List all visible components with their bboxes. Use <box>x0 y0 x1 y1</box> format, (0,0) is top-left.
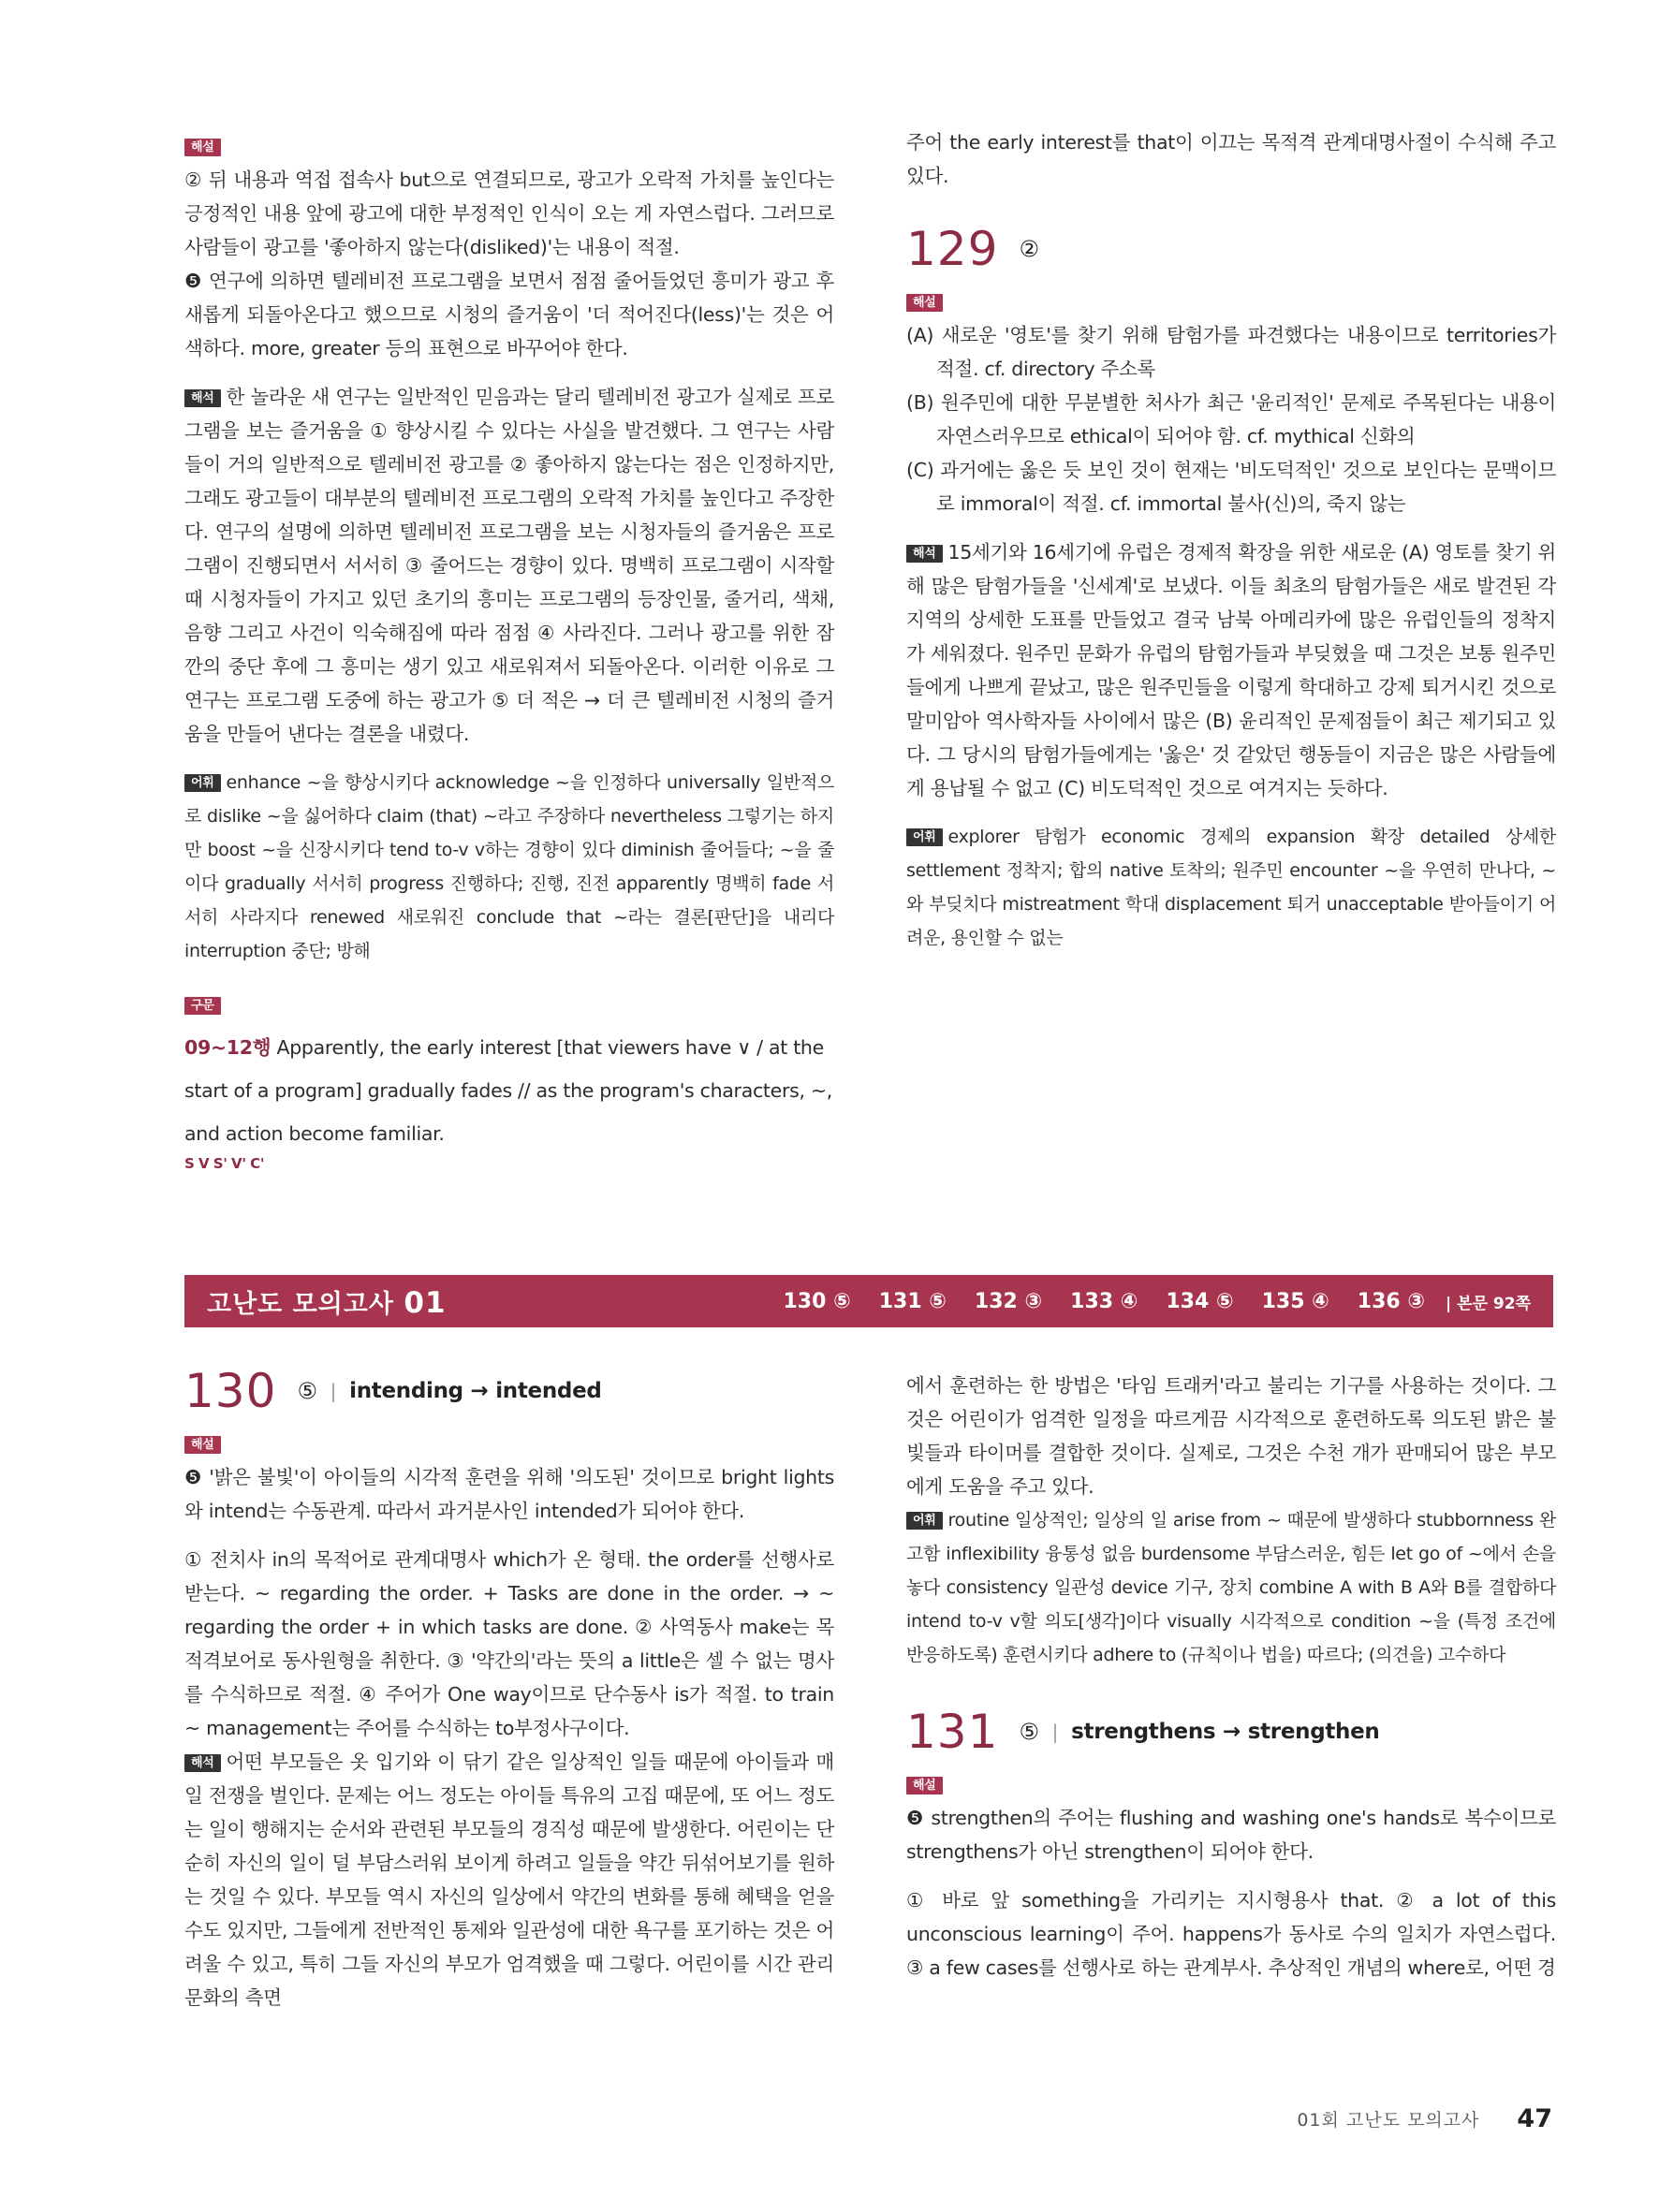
footer-title: 01회 고난도 모의고사 <box>1297 2110 1480 2131</box>
question-answer: ② <box>1019 236 1039 262</box>
haeseol-block <box>906 285 1556 520</box>
extra-explanation: ① 바로 앞 something을 가리키는 지시형용사 that. ② a lot of this unconscious learning이 주어. happens가 동사로 수의 일치가 자연스럽다. ③ a few cases를 선행사로 하는 관계부사. 추상적인 개념의 where로, 어떤 경 <box>906 1889 1556 1979</box>
divider: | <box>1051 1721 1059 1743</box>
gumun-line: start of a program] gradually fades // as the program's characters, ~, <box>184 1079 833 1102</box>
haeseok-block <box>184 380 834 751</box>
left-top-column <box>184 129 834 1172</box>
question-answer: ⑤ <box>1019 1719 1039 1745</box>
band-title: 고난도 모의고사 01 <box>207 1285 447 1320</box>
left-bottom-column <box>184 1363 834 2014</box>
gumun-line: Apparently, the early interest [that viewers have ∨ / at the <box>276 1036 824 1059</box>
gumun-mark: C' <box>250 1155 265 1172</box>
gumun-line-ref: 09~12행 <box>184 1036 272 1059</box>
haeseol-item: (B) 원주민에 대한 무분별한 처사가 최근 '윤리적인' 문제로 주목된다는 내용이 자연스러우므로 ethical이 되어야 함. cf. mythical 신화의 <box>906 391 1556 447</box>
haeseok-text: 15세기와 16세기에 유럽은 경제적 확장을 위한 새로운 (A) 영토를 찾기 위해 많은 탐험가들을 '신세계'로 보냈다. 이들 최초의 탐험가들은 새로 발견된 각 지역의 상세한 도표를 만들었고 결국 남북 아메리카에 많은 유럽인들의 정착지가 세워졌다. 원주민 문화가 유럽의 탐험가들과 부딪혔을 때 그것은 보통 원주민들에게 나쁘게 끝났고, 많은 원주민들을 이렇게 학대하고 강제 퇴거시킨 것으로 말미암아 역사학자들 사이에서 많은 (B) 윤리적인 문제점들이 최근 제기되고 있다. 그 당시의 탐험가들에게는 '옳은' 것 같았던 행동들이 지금은 많은 사람들에게 용납될 수 없고 (C) 비도덕적인 것으로 여겨지는 듯하다. <box>906 541 1556 799</box>
answer-key <box>783 1290 1425 1313</box>
eohwi-label: 어휘 <box>906 1512 943 1530</box>
eohwi-text: explorer 탐험가 economic 경제의 expansion 확장 detailed 상세한 settlement 정착지; 합의 native 토착의; 원주민 encounter ~을 우연히 만나다, ~와 부딪치다 mistreatment 학대 displacement 퇴거 unacceptable 받아들이기 어려운, 용인할 수 없는 <box>906 827 1556 948</box>
gumun-line: and action become familiar. <box>184 1122 445 1145</box>
haeseol-text: ❺ '밝은 불빛'이 아이들의 시각적 훈련을 위해 '의도된' 것이므로 bright lights와 intend는 수동관계. 따라서 과거분사인 intended가 되어야 한다. <box>184 1466 834 1522</box>
gumun-mark: S <box>184 1155 195 1172</box>
eohwi-text: enhance ~을 향상시키다 acknowledge ~을 인정하다 universally 일반적으로 dislike ~을 싫어하다 claim (that) ~라고 주장하다 nevertheless 그렇기는 하지만 boost ~을 신장시키다 tend to-v v하는 경향이 있다 diminish 줄어들다; ~을 줄이다 gradually 서서히 progress 진행하다; 진행, 진전 apparently 명백히 fade 서서히 사라지다 renewed 새로워진 conclude that ~라는 결론[판단]을 내리다 interruption 중단; 방해 <box>184 772 834 961</box>
eohwi-block <box>906 1503 1556 1672</box>
haeseol-block <box>184 129 834 365</box>
eohwi-text: routine 일상적인; 일상의 일 arise from ~ 때문에 발생하다 stubbornness 완고함 inflexibility 융통성 없음 burdensome 부담스러운, 힘든 let go of ~에서 손을 놓다 consistency 일관성 device 기구, 장치 combine A with B A와 B를 결합하다 intend to-v v할 의도[생각]이다 visually 시각적으로 condition ~을 (특정 조건에 반응하도록) 훈련시키다 adhere to (규칙이나 법을) 따르다; (의견을) 고수하다 <box>906 1510 1556 1665</box>
haeseol-block <box>906 1767 1556 1868</box>
answer-item: 132 ③ <box>974 1289 1043 1313</box>
page-number: 47 <box>1517 2104 1552 2133</box>
haeseok-label: 해석 <box>906 545 943 563</box>
haeseok-text: 한 놀라운 새 연구는 일반적인 믿음과는 달리 텔레비전 광고가 실제로 프로그램을 보는 즐거움을 ① 향상시킬 수 있다는 사실을 발견했다. 그 연구는 사람들이 거의 일반적으로 텔레비전 광고를 ② 좋아하지 않는다는 점은 인정하지만, 그래도 광고들이 대부분의 텔레비전 프로그램의 오락적 가치를 높인다고 주장한다. 연구의 설명에 의하면 텔레비전 프로그램을 보는 시청자들의 즐거움은 프로그램이 진행되면서 서서히 ③ 줄어드는 경향이 있다. 명백히 프로그램이 시작할 때 시청자들이 가지고 있던 초기의 흥미는 프로그램의 등장인물, 줄거리, 색채, 음향 그리고 사건이 익숙해짐에 따라 점점 ④ 사라진다. 그러나 광고를 위한 잠깐의 중단 후에 그 흥미는 생기 있고 새로워져서 되돌아온다. 이러한 이유로 그 연구는 프로그램 도중에 하는 광고가 ⑤ 더 적은 → 더 큰 텔레비전 시청의 즐거움을 만들어 낸다는 결론을 내렸다. <box>184 386 834 745</box>
haeseol-label: 해설 <box>906 294 943 312</box>
answer-item: 131 ⑤ <box>878 1289 947 1313</box>
question-header-130 <box>184 1363 834 1419</box>
haeseol-text: ❺ strengthen의 주어는 flushing and washing one's hands로 복수이므로 strengthens가 아닌 strengthen이 되어야 한다. <box>906 1807 1556 1863</box>
answer-item: 133 ④ <box>1070 1289 1138 1313</box>
page-footer <box>1297 2104 1552 2133</box>
eohwi-label: 어휘 <box>184 774 221 792</box>
answer-item: 130 ⑤ <box>783 1289 851 1313</box>
haeseol-line: ❺ 연구에 의하면 텔레비전 프로그램을 보면서 점점 줄어들었던 흥미가 광고 후 새롭게 되돌아온다고 했으므로 시청의 즐거움이 '더 적어진다(less)'는 것은 어색하다. more, greater 등의 표현으로 바꾸어야 한다. <box>184 270 834 359</box>
haeseol-block <box>184 1427 834 1528</box>
haeseok-block <box>184 1745 834 2014</box>
haeseok-label: 해석 <box>184 389 221 407</box>
gumun-mark: V <box>198 1155 210 1172</box>
eohwi-label: 어휘 <box>906 828 943 846</box>
question-fix: intending → intended <box>349 1379 602 1403</box>
divider: | <box>330 1380 337 1402</box>
question-number: 131 <box>906 1705 999 1759</box>
haeseol-label: 해설 <box>184 139 221 156</box>
question-header-131 <box>906 1704 1556 1760</box>
extra-explanation: ① 전치사 in의 목적어로 관계대명사 which가 온 형태. the order를 선행사로 받는다. ~ regarding the order. + Tasks are done in the order. → ~ regarding the order + in which tasks are done. ② 사역동사 make는 목적격보어로 동사원형을 취한다. ③ '약간의'라는 뜻의 a little은 셀 수 없는 명사를 수식하므로 적절. ④ 주어가 One way이므로 단수동사 is가 적절. to train ~ management는 주어를 수식하는 to부정사구이다. <box>184 1548 834 1739</box>
question-number: 129 <box>906 222 999 276</box>
gumun-mark: V' <box>231 1155 246 1172</box>
continued-text: 주어 the early interest를 that이 이끄는 목적격 관계대명사절이 수식해 주고 있다. <box>906 131 1556 187</box>
answer-item: 136 ③ <box>1357 1289 1426 1313</box>
answer-item: 134 ⑤ <box>1166 1289 1234 1313</box>
eohwi-block <box>906 820 1556 955</box>
band-page-ref: | 본문 92쪽 <box>1446 1294 1531 1313</box>
haeseol-line: ② 뒤 내용과 역접 접속사 but으로 연결되므로, 광고가 오락적 가치를 높인다는 긍정적인 내용 앞에 광고에 대한 부정적인 인식이 오는 게 자연스럽다. 그러므로 사람들이 광고를 '좋아하지 않는다(disliked)'는 내용이 적절. <box>184 168 834 258</box>
haeseok-continued: 에서 훈련하는 한 방법은 '타임 트래커'라고 불리는 기구를 사용하는 것이다. 그것은 어린이가 엄격한 일정을 따르게끔 시각적으로 훈련하도록 의도된 밝은 불빛들과 타이머를 결합한 것이다. 실제로, 그것은 수천 개가 판매되어 많은 부모에게 도움을 주고 있다. <box>906 1374 1556 1498</box>
haeseok-block <box>906 535 1556 805</box>
answer-item: 135 ④ <box>1261 1289 1329 1313</box>
section-band <box>184 1275 1553 1327</box>
gumun-mark: S' <box>213 1155 228 1172</box>
gumun-marks <box>184 1155 834 1172</box>
right-top-column <box>906 125 1556 970</box>
haeseok-label: 해석 <box>184 1754 221 1772</box>
question-number: 130 <box>184 1364 277 1418</box>
right-bottom-column <box>906 1369 1556 1985</box>
eohwi-block <box>184 766 834 968</box>
haeseol-label: 해설 <box>184 1436 221 1454</box>
gumun-block <box>184 983 834 1172</box>
gumun-label: 구문 <box>184 997 221 1015</box>
haeseol-label: 해설 <box>906 1777 943 1795</box>
question-fix: strengthens → strengthen <box>1071 1720 1380 1744</box>
question-header-129 <box>906 221 1556 277</box>
question-answer: ⑤ <box>297 1378 317 1404</box>
haeseok-text: 어떤 부모들은 옷 입기와 이 닦기 같은 일상적인 일들 때문에 아이들과 매일 전쟁을 벌인다. 문제는 어느 정도는 아이들 특유의 고집 때문에, 또 어느 정도는 일이 행해지는 순서와 관련된 부모들의 경직성 때문에 발생한다. 어린이는 단순히 자신의 일이 덜 부담스러워 보이게 하려고 일들을 약간 뒤섞어보기를 원하는 것일 수 있다. 부모들 역시 자신의 일상에서 약간의 변화를 통해 혜택을 얻을 수도 있지만, 그들에게 전반적인 통제와 일관성에 대한 욕구를 포기하는 것은 어려울 수 있고, 특히 그들 자신의 부모가 엄격했을 때 그렇다. 어린이를 시간 관리 문화의 측면 <box>184 1751 834 2009</box>
haeseol-item: (C) 과거에는 옳은 듯 보인 것이 현재는 '비도덕적인' 것으로 보인다는 문맥이므로 immoral이 적절. cf. immortal 불사(신)의, 죽지 않는 <box>906 459 1556 515</box>
haeseol-item: (A) 새로운 '영토'를 찾기 위해 탐험가를 파견했다는 내용이므로 territories가 적절. cf. directory 주소록 <box>906 324 1556 380</box>
